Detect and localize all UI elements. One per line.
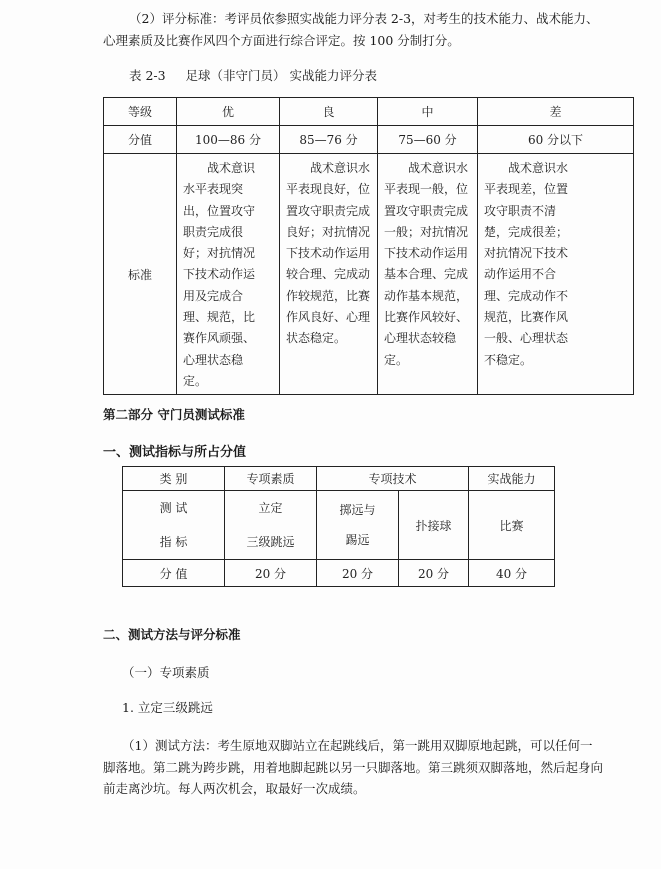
- score-jump: 20 分: [225, 560, 317, 587]
- table1-caption: 表 2-3 足球（非守门员） 实战能力评分表: [129, 68, 377, 83]
- grade-excellent: 优: [177, 98, 280, 126]
- combat-ability-score-table: [103, 97, 634, 395]
- score-average: 75—60 分: [378, 126, 478, 154]
- grade-header-row: [104, 98, 634, 126]
- sub1-title: （一）专项素质: [122, 665, 210, 680]
- special-quality-header: 专项素质: [225, 467, 317, 491]
- standard-good: 战术意识水平表现良好，位置攻守职责完成良好；对抗情况下技术动作运用较合理、完成动作较规范，比赛作风良好、心理状态稳定。: [280, 154, 378, 395]
- throw-kick-cell: [317, 491, 399, 560]
- method-line-3: 前走离沙坑。每人两次机会，取最好一次成绩。: [103, 781, 366, 796]
- jump-top: 立定: [258, 501, 283, 515]
- score-value-label: 分 值: [123, 560, 225, 587]
- standing-jump-cell: [225, 491, 317, 560]
- score-value-row: [123, 560, 555, 587]
- goalkeeper-test-table: [122, 466, 555, 587]
- grade-label: 等级: [104, 98, 177, 126]
- score-poor: 60 分以下: [478, 126, 634, 154]
- score-throw: 20 分: [317, 560, 399, 587]
- grade-average: 中: [378, 98, 478, 126]
- combat-header: 实战能力: [469, 467, 555, 491]
- test-label-bottom: 指 标: [159, 535, 188, 549]
- standard-average: 战术意识水平表现一般，位置攻守职责完成一般；对抗情况下技术动作运用基本合理、完成动作基本规范，比赛作风较好、心理状态较稳定。: [378, 154, 478, 395]
- throw-top: 掷远与: [339, 503, 376, 517]
- throw-bottom: 踢远: [345, 533, 370, 547]
- score-label: 分值: [104, 126, 177, 154]
- score-good: 85—76 分: [280, 126, 378, 154]
- score-excellent: 100—86 分: [177, 126, 280, 154]
- category-row: [123, 467, 555, 491]
- standard-excellent: 战术意识水平表现突出，位置攻守职责完成很好；对抗情况下技术动作运用及完成合理、规范，比赛作风顽强、心理状态稳定。: [177, 154, 280, 395]
- category-label: 类 别: [123, 467, 225, 491]
- grade-poor: 差: [478, 98, 634, 126]
- item1-title: 1. 立定三级跳远: [122, 700, 213, 715]
- score-catch: 20 分: [399, 560, 469, 587]
- grade-good: 良: [280, 98, 378, 126]
- special-skill-header: 专项技术: [317, 467, 469, 491]
- section1-title: 一、测试指标与所占分值: [103, 445, 247, 460]
- jump-bottom: 三级跳远: [246, 535, 295, 549]
- score-row: [104, 126, 634, 154]
- test-indicator-row: [123, 491, 555, 560]
- standard-row: [104, 154, 634, 395]
- test-indicator-label: [123, 491, 225, 560]
- test-label-top: 测 试: [159, 501, 188, 515]
- method-line-1: （1）测试方法：考生原地双脚站立在起跳线后，第一跳用双脚原地起跳，可以任何一: [122, 738, 593, 753]
- section2-title: 二、测试方法与评分标准: [103, 627, 241, 642]
- standard-poor: 战术意识水平表现差，位置攻守职责不清楚，完成很差；对抗情况下技术动作运用不合理、完成动作不规范，比赛作风一般、心理状态不稳定。: [478, 154, 634, 395]
- part2-title: 第二部分 守门员测试标准: [103, 407, 245, 422]
- intro-line-1: （2）评分标准：考评员依参照实战能力评分表 2-3，对考生的技术能力、战术能力、: [129, 11, 599, 26]
- intro-line-2: 心理素质及比赛作风四个方面进行综合评定。按 100 分制打分。: [103, 33, 460, 48]
- standard-label: 标准: [104, 154, 177, 395]
- match-cell: 比赛: [469, 491, 555, 560]
- catch-cell: 扑接球: [399, 491, 469, 560]
- method-line-2: 脚落地。第二跳为跨步跳，用着地脚起跳以另一只脚落地。第三跳须双脚落地，然后起身向: [103, 760, 604, 775]
- score-match: 40 分: [469, 560, 555, 587]
